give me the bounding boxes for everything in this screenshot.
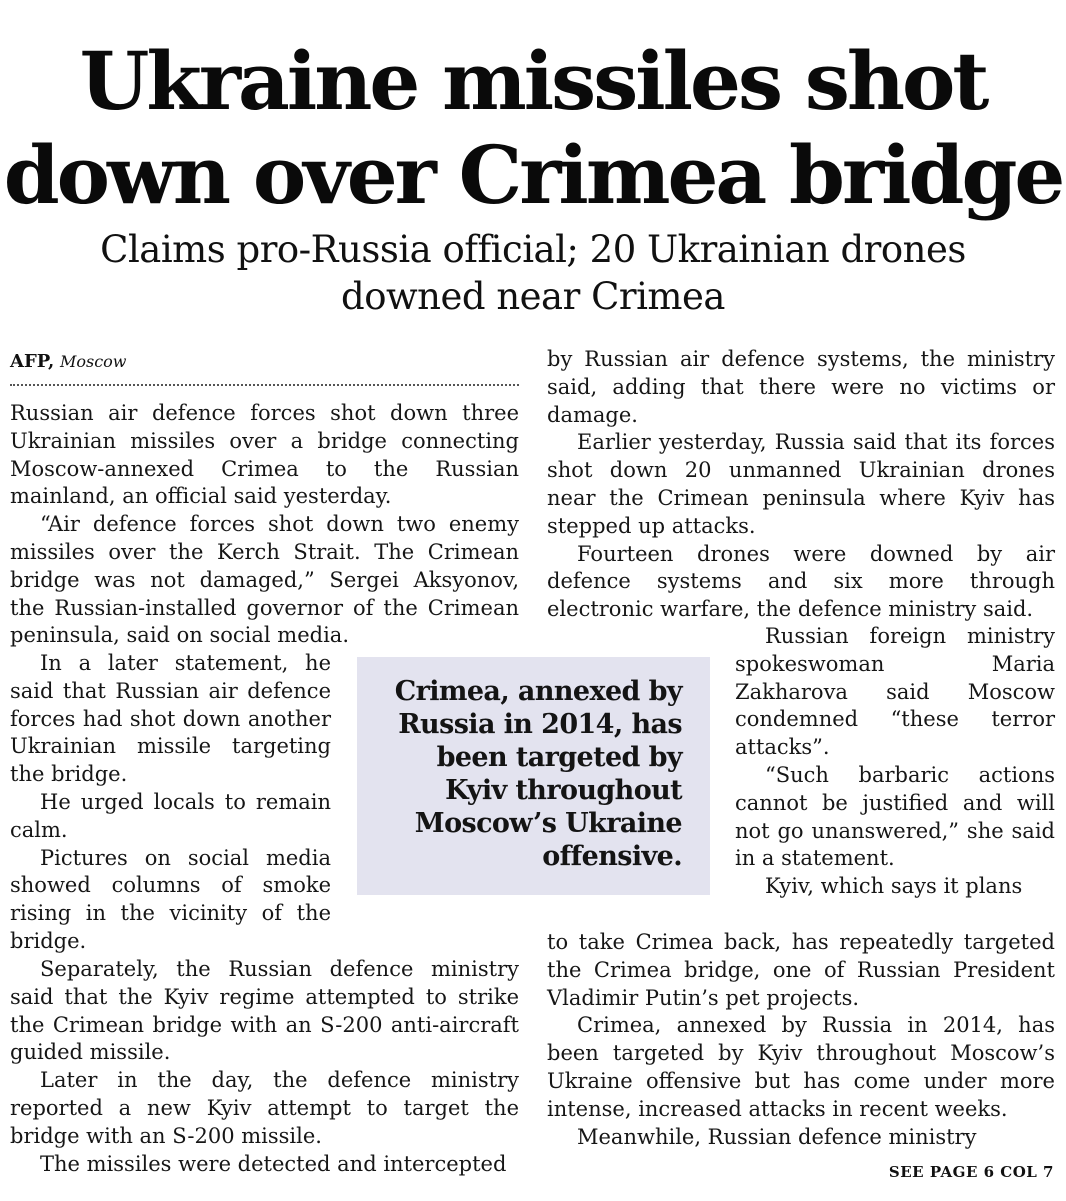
paragraph: “Such barbaric actions cannot be justified and will not go unanswered,” she said in a statement. [735,762,1055,871]
subheadline-line-2: downed near Crimea [341,275,725,318]
paragraph: to take Crimea back, has repeatedly targeted the Crimea bridge, one of Russian President Vladimir Putin’s pet projects. [547,930,1055,1010]
paragraph: Crimea, annexed by Russia in 2014, has been targeted by Kyiv throughout Moscow’s Ukraine offensive but has come under more intense, increased attacks in recent weeks. [547,1013,1055,1121]
paragraph: The missiles were detected and intercepted [40,1151,507,1176]
pull-quote: Crimea, annexed by Russia in 2014, has been targeted by Kyiv throughout Moscow’s Ukraine offensive. [357,657,710,895]
continuation-jump-line: SEE PAGE 6 COL 7 [888,1163,1054,1181]
left-column-top [10,400,519,650]
right-column-bottom [547,929,1055,1151]
paragraph: by Russian air defence systems, the ministry said, adding that there were no victims or damage. [547,347,1055,427]
headline-line-1: Ukraine missiles shot [79,34,987,128]
headline-line-2: down over Crimea bridge [3,128,1063,222]
right-column-top [547,346,1055,624]
byline [10,350,519,386]
left-column-bottom [10,956,519,1178]
paragraph: Earlier yesterday, Russia said that its forces shot down 20 unmanned Ukrainian drones near the Crimean peninsula where Kyiv has stepped up attacks. [547,430,1055,538]
paragraph: Later in the day, the defence ministry reported a new Kyiv attempt to target the bridge with an S-200 missile. [10,1068,519,1148]
headline [0,34,1066,222]
paragraph: “Air defence forces shot down two enemy missiles over the Kerch Strait. The Crimean bridge was not damaged,” Sergei Aksyonov, the Russian-installed governor of the Crimean peninsula, said on social media. [10,512,519,648]
byline-agency: AFP, [10,351,55,372]
paragraph: Russian air defence forces shot down three Ukrainian missiles over a bridge connecting Moscow-annexed Crimea to the Russian mainland, an official said yesterday. [10,401,519,509]
subheadline [0,226,1066,320]
left-column-narrow [10,650,331,956]
right-column-narrow [735,623,1055,901]
paragraph: Pictures on social media showed columns of smoke rising in the vicinity of the bridge. [10,845,331,953]
paragraph: Kyiv, which says it plans [765,874,1023,899]
paragraph: Separately, the Russian defence ministry said that the Kyiv regime attempted to strike the Crimean bridge with an S-200 anti-aircraft guided missile. [10,957,519,1065]
paragraph: Meanwhile, Russian defence ministry [577,1124,977,1149]
byline-city: Moscow [59,352,127,371]
paragraph: Fourteen drones were downed by air defence systems and six more through electronic warfare, the defence ministry said. [547,541,1055,622]
paragraph: In a later statement, he said that Russian air defence forces had shot down another Ukrainian missile targeting the bridge. [10,651,331,787]
paragraph: He urged locals to remain calm. [10,789,331,842]
paragraph: Russian foreign ministry spokeswoman Maria Zakharova said Moscow condemned “these terror attacks”. [735,624,1055,760]
subheadline-line-1: Claims pro-Russia official; 20 Ukrainian drones [100,228,966,271]
